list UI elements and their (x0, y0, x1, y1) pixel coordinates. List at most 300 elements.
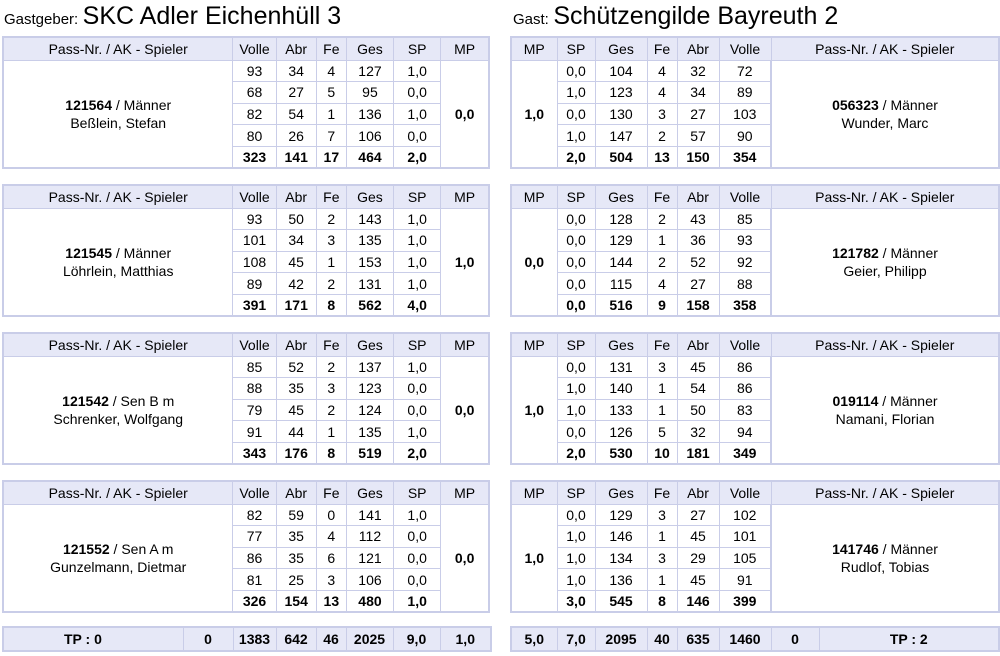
header-row (511, 481, 999, 504)
cell-ges: 123 (595, 82, 647, 104)
cell-ges: 127 (346, 60, 393, 82)
cell-fe: 17 (316, 146, 346, 168)
cell-ges: 141 (346, 504, 393, 526)
cell-ges: 153 (346, 251, 393, 273)
col-mp-header: MP (511, 333, 557, 356)
cell-ges: 504 (595, 146, 647, 168)
cell-fe: 2 (316, 399, 346, 421)
cell-abr: 25 (276, 569, 316, 591)
cell-volle: 108 (233, 251, 276, 273)
col-player-header: Pass-Nr. / AK - Spieler (3, 185, 233, 208)
guest-total-fe: 40 (647, 627, 677, 651)
table-row (3, 60, 489, 82)
col-mp-header: MP (441, 333, 489, 356)
cell-sp: 0,0 (394, 547, 441, 569)
mp-value: 0,0 (441, 60, 489, 168)
home-total-sp: 9,0 (393, 627, 440, 651)
cell-volle: 90 (719, 125, 771, 147)
home-player-block (2, 480, 490, 613)
cell-abr: 27 (276, 82, 316, 104)
cell-abr: 59 (276, 504, 316, 526)
home-total-fe: 46 (316, 627, 346, 651)
player-cell (3, 60, 233, 168)
cell-volle: 82 (233, 103, 276, 125)
age-class: / Sen B m (108, 392, 175, 409)
cell-abr: 154 (276, 590, 316, 612)
cell-sp: 1,0 (557, 526, 595, 548)
cell-sp: 0,0 (557, 208, 595, 230)
cell-volle: 349 (719, 442, 771, 464)
cell-abr: 43 (677, 208, 719, 230)
cell-sp: 0,0 (557, 60, 595, 82)
cell-ges: 115 (595, 273, 647, 295)
cell-sp: 0,0 (557, 103, 595, 125)
col-sp-header: SP (394, 37, 441, 60)
cell-volle: 323 (233, 146, 276, 168)
col-player-header: Pass-Nr. / AK - Spieler (3, 37, 233, 60)
cell-sp: 1,0 (394, 356, 441, 378)
cell-fe: 8 (316, 294, 346, 316)
cell-ges: 106 (346, 569, 393, 591)
guest-total-abr: 635 (677, 627, 719, 651)
cell-abr: 35 (276, 526, 316, 548)
col-sp-header: SP (557, 185, 595, 208)
cell-fe: 6 (316, 547, 346, 569)
cell-fe: 1 (647, 526, 677, 548)
col-player-header: Pass-Nr. / AK - Spieler (771, 37, 999, 60)
cell-ges: 147 (595, 125, 647, 147)
player-name: Namani, Florian (835, 410, 935, 427)
cell-ges: 129 (595, 504, 647, 526)
home-totals-row (2, 626, 492, 652)
age-class: / Männer (878, 96, 938, 113)
cell-ges: 131 (595, 356, 647, 378)
cell-sp: 0,0 (557, 504, 595, 526)
col-player-header: Pass-Nr. / AK - Spieler (771, 481, 999, 504)
player-name: Rudlof, Tobias (840, 558, 930, 575)
cell-sp: 1,0 (394, 60, 441, 82)
cell-abr: 45 (276, 399, 316, 421)
cell-fe: 9 (647, 294, 677, 316)
cell-sp: 0,0 (394, 399, 441, 421)
cell-volle: 72 (719, 60, 771, 82)
cell-abr: 27 (677, 504, 719, 526)
cell-sp: 2,0 (557, 146, 595, 168)
pass-number: 141746 (832, 540, 879, 557)
player-cell (3, 356, 233, 464)
cell-fe: 1 (316, 251, 346, 273)
guest-total-ges: 2095 (595, 627, 647, 651)
cell-sp: 1,0 (557, 399, 595, 421)
cell-volle: 88 (233, 378, 276, 400)
pass-number: 056323 (832, 96, 879, 113)
guest-total-tp: TP : 2 (819, 627, 999, 651)
cell-fe: 3 (316, 569, 346, 591)
player-name: Geier, Philipp (843, 262, 927, 279)
cell-volle: 79 (233, 399, 276, 421)
cell-ges: 530 (595, 442, 647, 464)
cell-sp: 1,0 (394, 103, 441, 125)
cell-ges: 464 (346, 146, 393, 168)
col-abr-header: Abr (677, 37, 719, 60)
home-team-name: SKC Adler Eichenhüll 3 (82, 2, 342, 30)
cell-abr: 32 (677, 421, 719, 443)
cell-volle: 80 (233, 125, 276, 147)
col-ges-header: Ges (595, 185, 647, 208)
col-fe-header: Fe (316, 333, 346, 356)
cell-sp: 1,0 (557, 569, 595, 591)
cell-fe: 4 (647, 273, 677, 295)
col-ges-header: Ges (595, 333, 647, 356)
cell-ges: 136 (595, 569, 647, 591)
col-fe-header: Fe (316, 481, 346, 504)
cell-sp: 0,0 (394, 378, 441, 400)
cell-sp: 1,0 (394, 590, 441, 612)
cell-volle: 86 (719, 378, 771, 400)
cell-ges: 480 (346, 590, 393, 612)
pass-number: 121564 (65, 96, 112, 113)
mp-value: 0,0 (511, 208, 557, 316)
header-row (3, 37, 489, 60)
cell-abr: 45 (677, 356, 719, 378)
home-player-block (2, 332, 490, 465)
cell-ges: 123 (346, 378, 393, 400)
cell-sp: 1,0 (557, 378, 595, 400)
col-volle-header: Volle (719, 185, 771, 208)
home-total-cell: 0 (183, 627, 233, 651)
cell-fe: 1 (647, 399, 677, 421)
cell-abr: 35 (276, 547, 316, 569)
col-volle-header: Volle (233, 185, 276, 208)
cell-volle: 82 (233, 504, 276, 526)
col-abr-header: Abr (276, 481, 316, 504)
cell-abr: 44 (276, 421, 316, 443)
cell-abr: 158 (677, 294, 719, 316)
cell-fe: 3 (316, 230, 346, 252)
cell-ges: 121 (346, 547, 393, 569)
cell-abr: 52 (276, 356, 316, 378)
header-row (511, 37, 999, 60)
cell-fe: 4 (647, 82, 677, 104)
cell-fe: 2 (647, 208, 677, 230)
guest-totals-row (510, 626, 1000, 652)
cell-abr: 34 (276, 230, 316, 252)
table-row (511, 356, 999, 378)
age-class: / Sen A m (109, 540, 174, 557)
cell-abr: 35 (276, 378, 316, 400)
table-row (3, 504, 489, 526)
col-abr-header: Abr (276, 37, 316, 60)
guest-team-label: Gast: (513, 11, 549, 28)
col-fe-header: Fe (647, 481, 677, 504)
cell-sp: 1,0 (394, 208, 441, 230)
cell-abr: 45 (276, 251, 316, 273)
cell-fe: 3 (647, 547, 677, 569)
col-sp-header: SP (557, 481, 595, 504)
cell-abr: 26 (276, 125, 316, 147)
col-sp-header: SP (394, 333, 441, 356)
cell-abr: 150 (677, 146, 719, 168)
col-player-header: Pass-Nr. / AK - Spieler (3, 333, 233, 356)
cell-volle: 92 (719, 251, 771, 273)
cell-volle: 326 (233, 590, 276, 612)
home-player-block (2, 184, 490, 317)
col-player-header: Pass-Nr. / AK - Spieler (771, 333, 999, 356)
pass-number: 121782 (832, 244, 879, 261)
player-cell (771, 60, 999, 168)
cell-fe: 1 (647, 378, 677, 400)
cell-volle: 81 (233, 569, 276, 591)
col-fe-header: Fe (316, 185, 346, 208)
cell-fe: 2 (316, 356, 346, 378)
cell-volle: 86 (233, 547, 276, 569)
cell-sp: 0,0 (557, 251, 595, 273)
cell-volle: 91 (233, 421, 276, 443)
col-sp-header: SP (394, 481, 441, 504)
home-total-tp: TP : 0 (3, 627, 183, 651)
cell-ges: 128 (595, 208, 647, 230)
col-volle-header: Volle (719, 37, 771, 60)
guest-player-block (510, 184, 1000, 317)
age-class: / Männer (112, 96, 172, 113)
cell-fe: 2 (316, 273, 346, 295)
mp-value: 0,0 (441, 356, 489, 464)
cell-fe: 1 (316, 421, 346, 443)
mp-value: 0,0 (441, 504, 489, 612)
cell-sp: 2,0 (557, 442, 595, 464)
cell-volle: 343 (233, 442, 276, 464)
cell-ges: 135 (346, 421, 393, 443)
cell-abr: 34 (276, 60, 316, 82)
table-row (511, 208, 999, 230)
home-player-block (2, 36, 490, 169)
cell-fe: 2 (316, 208, 346, 230)
header-row (3, 481, 489, 504)
cell-ges: 131 (346, 273, 393, 295)
cell-ges: 112 (346, 526, 393, 548)
home-team-label: Gastgeber: (4, 11, 79, 28)
cell-abr: 50 (276, 208, 316, 230)
cell-volle: 68 (233, 82, 276, 104)
player-cell (771, 504, 999, 612)
cell-volle: 91 (719, 569, 771, 591)
col-ges-header: Ges (346, 333, 393, 356)
col-mp-header: MP (441, 481, 489, 504)
col-abr-header: Abr (677, 333, 719, 356)
cell-ges: 146 (595, 526, 647, 548)
cell-abr: 34 (677, 82, 719, 104)
cell-ges: 104 (595, 60, 647, 82)
cell-sp: 0,0 (394, 569, 441, 591)
cell-abr: 54 (677, 378, 719, 400)
col-volle-header: Volle (719, 481, 771, 504)
player-cell (3, 504, 233, 612)
cell-fe: 10 (647, 442, 677, 464)
age-class: / Männer (112, 244, 172, 261)
cell-fe: 4 (647, 60, 677, 82)
player-name: Schrenker, Wolfgang (53, 410, 184, 427)
cell-sp: 1,0 (394, 230, 441, 252)
cell-ges: 545 (595, 590, 647, 612)
cell-volle: 93 (233, 208, 276, 230)
pass-number: 121542 (62, 392, 109, 409)
player-name: Löhrlein, Matthias (62, 262, 174, 279)
col-volle-header: Volle (233, 481, 276, 504)
cell-sp: 1,0 (394, 421, 441, 443)
player-cell (3, 208, 233, 316)
cell-volle: 83 (719, 399, 771, 421)
cell-volle: 94 (719, 421, 771, 443)
col-mp-header: MP (511, 185, 557, 208)
cell-ges: 106 (346, 125, 393, 147)
cell-fe: 13 (647, 146, 677, 168)
cell-volle: 102 (719, 504, 771, 526)
cell-sp: 4,0 (394, 294, 441, 316)
cell-ges: 95 (346, 82, 393, 104)
cell-sp: 0,0 (394, 125, 441, 147)
guest-total-sp: 7,0 (557, 627, 595, 651)
cell-fe: 2 (647, 251, 677, 273)
guest-player-block (510, 480, 1000, 613)
cell-ges: 129 (595, 230, 647, 252)
cell-volle: 354 (719, 146, 771, 168)
col-abr-header: Abr (276, 333, 316, 356)
col-fe-header: Fe (647, 333, 677, 356)
cell-abr: 42 (276, 273, 316, 295)
col-mp-header: MP (511, 481, 557, 504)
cell-fe: 1 (647, 569, 677, 591)
cell-fe: 5 (647, 421, 677, 443)
cell-sp: 0,0 (394, 526, 441, 548)
col-ges-header: Ges (346, 185, 393, 208)
cell-volle: 86 (719, 356, 771, 378)
col-abr-header: Abr (677, 185, 719, 208)
cell-sp: 0,0 (557, 421, 595, 443)
col-mp-header: MP (441, 37, 489, 60)
player-cell (771, 208, 999, 316)
col-fe-header: Fe (647, 37, 677, 60)
col-player-header: Pass-Nr. / AK - Spieler (3, 481, 233, 504)
table-row (3, 208, 489, 230)
col-sp-header: SP (557, 37, 595, 60)
cell-abr: 171 (276, 294, 316, 316)
guest-team-name: Schützengilde Bayreuth 2 (553, 2, 839, 30)
home-total-mp: 1,0 (440, 627, 491, 651)
cell-ges: 130 (595, 103, 647, 125)
cell-fe: 4 (316, 526, 346, 548)
player-name: Beßlein, Stefan (70, 114, 167, 131)
table-row (511, 60, 999, 82)
header-row (511, 333, 999, 356)
cell-abr: 181 (677, 442, 719, 464)
cell-abr: 32 (677, 60, 719, 82)
cell-ges: 143 (346, 208, 393, 230)
cell-sp: 0,0 (557, 230, 595, 252)
age-class: / Männer (878, 540, 938, 557)
cell-abr: 52 (677, 251, 719, 273)
age-class: / Männer (878, 244, 938, 261)
cell-fe: 2 (647, 125, 677, 147)
cell-sp: 3,0 (557, 590, 595, 612)
cell-ges: 140 (595, 378, 647, 400)
col-fe-header: Fe (316, 37, 346, 60)
col-fe-header: Fe (647, 185, 677, 208)
col-sp-header: SP (394, 185, 441, 208)
header-row (511, 185, 999, 208)
cell-volle: 85 (719, 208, 771, 230)
col-player-header: Pass-Nr. / AK - Spieler (771, 185, 999, 208)
home-total-abr: 642 (276, 627, 316, 651)
col-ges-header: Ges (595, 481, 647, 504)
cell-sp: 0,0 (557, 356, 595, 378)
cell-ges: 135 (346, 230, 393, 252)
cell-fe: 13 (316, 590, 346, 612)
cell-sp: 0,0 (557, 273, 595, 295)
cell-fe: 3 (647, 504, 677, 526)
cell-volle: 101 (233, 230, 276, 252)
cell-fe: 0 (316, 504, 346, 526)
cell-abr: 27 (677, 103, 719, 125)
cell-volle: 358 (719, 294, 771, 316)
cell-ges: 144 (595, 251, 647, 273)
cell-fe: 1 (316, 103, 346, 125)
cell-ges: 137 (346, 356, 393, 378)
player-name: Gunzelmann, Dietmar (50, 558, 187, 575)
age-class: / Männer (878, 392, 938, 409)
cell-volle: 101 (719, 526, 771, 548)
cell-sp: 1,0 (394, 251, 441, 273)
home-total-ges: 2025 (346, 627, 393, 651)
cell-ges: 134 (595, 547, 647, 569)
cell-fe: 3 (647, 356, 677, 378)
col-ges-header: Ges (346, 481, 393, 504)
col-volle-header: Volle (233, 333, 276, 356)
cell-volle: 399 (719, 590, 771, 612)
cell-fe: 3 (316, 378, 346, 400)
col-ges-header: Ges (595, 37, 647, 60)
cell-abr: 54 (276, 103, 316, 125)
mp-value: 1,0 (511, 60, 557, 168)
cell-ges: 516 (595, 294, 647, 316)
cell-volle: 88 (719, 273, 771, 295)
cell-abr: 50 (677, 399, 719, 421)
col-mp-header: MP (441, 185, 489, 208)
cell-volle: 77 (233, 526, 276, 548)
cell-sp: 2,0 (394, 146, 441, 168)
cell-ges: 133 (595, 399, 647, 421)
cell-fe: 8 (316, 442, 346, 464)
player-name: Wunder, Marc (841, 114, 929, 131)
table-row (3, 356, 489, 378)
col-volle-header: Volle (233, 37, 276, 60)
cell-sp: 1,0 (394, 273, 441, 295)
cell-abr: 45 (677, 569, 719, 591)
col-ges-header: Ges (346, 37, 393, 60)
cell-volle: 85 (233, 356, 276, 378)
cell-volle: 93 (233, 60, 276, 82)
header-row (3, 333, 489, 356)
cell-abr: 27 (677, 273, 719, 295)
header-row (3, 185, 489, 208)
cell-abr: 57 (677, 125, 719, 147)
cell-sp: 1,0 (557, 82, 595, 104)
cell-fe: 7 (316, 125, 346, 147)
cell-sp: 2,0 (394, 442, 441, 464)
cell-volle: 105 (719, 547, 771, 569)
guest-total-cell: 0 (771, 627, 819, 651)
guest-total-mp: 5,0 (511, 627, 557, 651)
guest-team-header (513, 2, 838, 34)
